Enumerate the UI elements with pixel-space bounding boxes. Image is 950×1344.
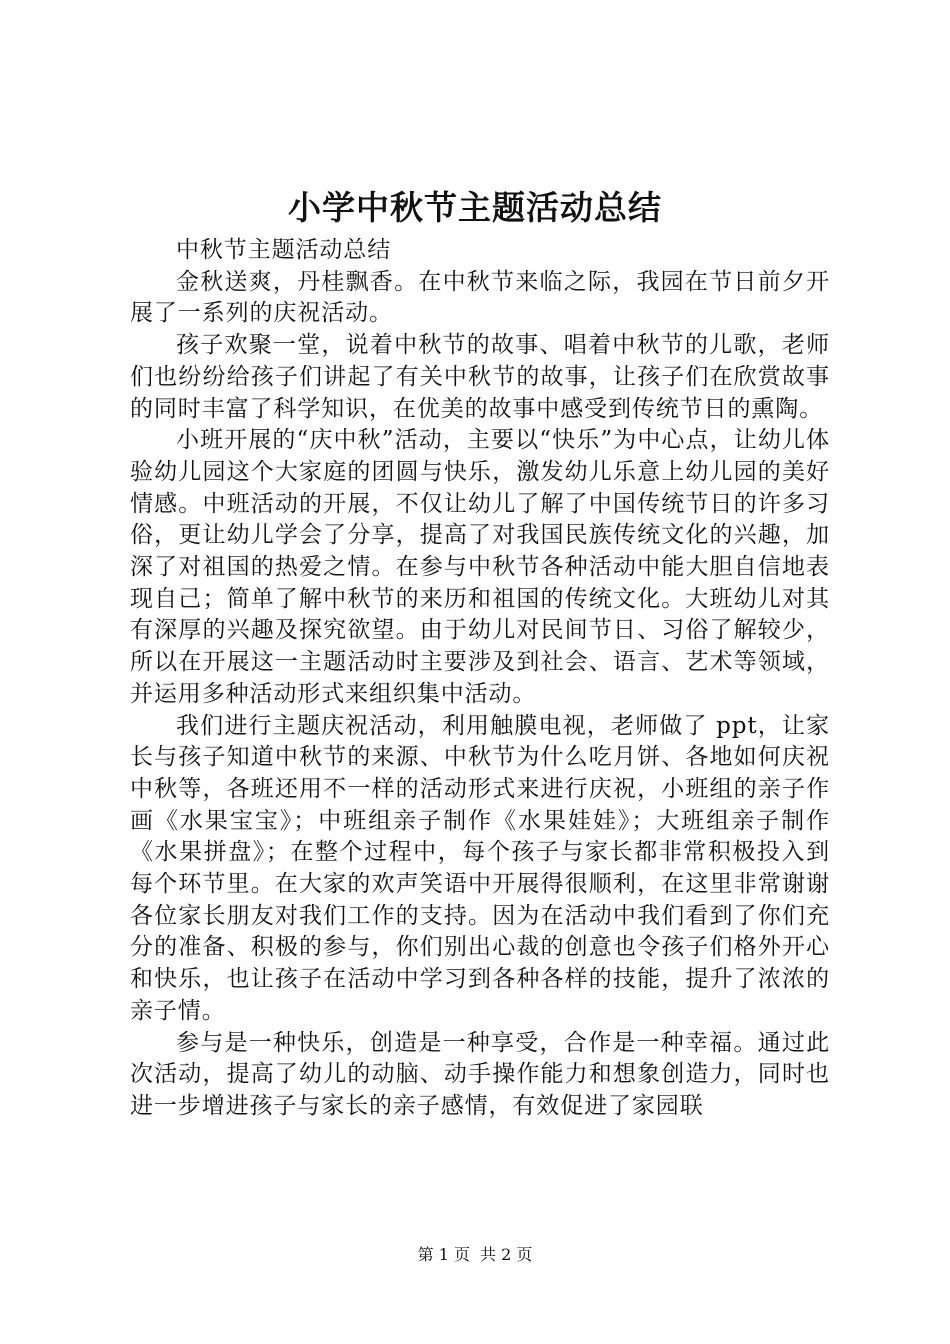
page-total: 共 2 页 <box>480 1245 533 1264</box>
document-title: 小学中秋节主题活动总结 <box>288 188 662 227</box>
paragraph-stories: 孩子欢聚一堂，说着中秋节的故事、唱着中秋节的儿歌，老师们也纷纷给孩子们讲起了有关中秋节的故事，让孩子们在欣赏故事的同时丰富了科学知识，在优美的故事中感受到传统节日的熏陶。 <box>130 332 830 422</box>
document-body <box>130 235 830 1123</box>
paragraph-class-activities: 小班开展的“庆中秋”活动，主要以“快乐”为中心点，让幼儿体验幼儿园这个大家庭的团圆与快乐，激发幼儿乐意上幼儿园的美好情感。中班活动的开展，不仅让幼儿了解了中国传统节日的许多习俗，更让幼儿学会了分享，提高了对我国民族传统文化的兴趣，加深了对祖国的热爱之情。在参与中秋节各种活动中能大胆自信地表现自己；简单了解中秋节的来历和祖国的传统文化。大班幼儿对其有深厚的兴趣及探究欲望。由于幼儿对民间节日、习俗了解较少，所以在开展这一主题活动时主要涉及到社会、语言、艺术等领域，并运用多种活动形式来组织集中活动。 <box>130 427 830 707</box>
paragraph-conclusion: 参与是一种快乐，创造是一种享受，合作是一种幸福。通过此次活动，提高了幼儿的动脑、动手操作能力和想象创造力，同时也进一步增进孩子与家长的亲子感情，有效促进了家园联 <box>130 1029 830 1119</box>
page-footer <box>0 1244 950 1266</box>
paragraph-intro: 金秋送爽，丹桂飘香。在中秋节来临之际，我园在节日前夕开展了一系列的庆祝活动。 <box>130 268 830 327</box>
page-number: 第 1 页 <box>417 1245 470 1264</box>
paragraph-subtitle: 中秋节主题活动总结 <box>176 237 392 263</box>
paragraph-celebration: 我们进行主题庆祝活动，利用触膜电视，老师做了 ppt，让家长与孩子知道中秋节的来源、中秋节为什么吃月饼、各地如何庆祝中秋等，各班还用不一样的活动形式来进行庆祝，小班组的亲子作画《水果宝宝》；中班组亲子制作《水果娃娃》；大班组亲子制作《水果拼盘》；在整个过程中，每个孩子与家长都非常积极投入到每个环节里。在大家的欢声笑语中开展得很顺利，在这里非常谢谢各位家长朋友对我们工作的支持。因为在活动中我们看到了你们充分的准备、积极的参与，你们别出心裁的创意也令孩子们格外开心和快乐，也让孩子在活动中学习到各种各样的技能，提升了浓浓的亲子情。 <box>130 712 830 1024</box>
